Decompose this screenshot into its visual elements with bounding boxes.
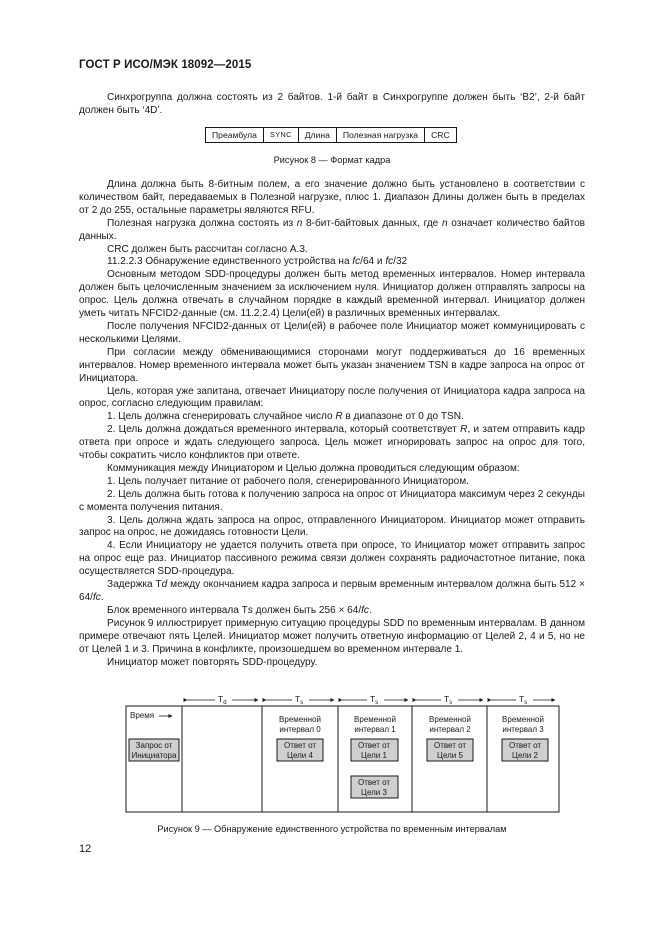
response-3-line2: Цели 2 [512,751,538,760]
frame-cell-payload: Полезная нагрузка [336,128,424,142]
frame-cell-preamble: Преамбула [212,130,257,140]
timing-grid [126,706,559,812]
paragraph-method: Основным методом SDD-процедуры должен быть метод временных интервалов. Номер интервала должен быть целочисленным значением за исключением нуля. Инициатор должен отправлять запросы на опрос. Цель должна отвечать в случайном порядке в каждый временной интервал. Инициатор должен уметь читать NFCID2-данные (см. 11.2.2.4) Цели(ей) в различных временных интервалах. [79,269,585,320]
response-0-line1: Ответ от [283,741,317,750]
response-0-line2: Цели 4 [287,751,313,760]
response-3-line1: Ответ от [508,741,542,750]
ts-label-2: $T_s$ [444,694,453,706]
ts-label-0: $T_s$ [295,694,304,706]
step-1: 1. Цель получает питание от рабочего поля, сгенерированного Инициатором. [107,475,469,487]
document-header: ГОСТ Р ИСО/МЭК 18092—2015 [79,59,252,71]
paragraph-delay: Задержка Td между окончанием кадра запроса и первым временным интервалом должна быть 512 × 64/fc. [79,579,586,603]
frame-cell-crc: CRC [424,128,456,142]
slot-1-line2: интервал 1 [354,725,396,734]
time-label: Время [130,711,155,720]
response-4-line1: Ответ от [357,778,391,787]
paragraph-payload: Полезная нагрузка должна состоять из n 8-бит-байтовых данных, где n означает количество байтов данных. [79,217,585,242]
paragraph-length: Длина должна быть 8-битным полем, а его значение должно быть установлено в соответствии с количеством байт, передаваемых в Полезной нагрузке, плюс 1. Диапазон Длины должен быть в пределах от 2 до 255, остальные параметры являются RFU. [79,179,585,216]
paragraph-slot-block: Блок временного интервала Ts должен быть 256 × 64/fc. [107,604,372,616]
slot-3-line2: интервал 3 [502,725,544,734]
step-3: 3. Цель должна ждать запроса на опрос, отправленного Инициатором. Инициатор может отправить запрос на опрос, не дожидаясь готовности Цели. [79,514,585,539]
td-label: $T_d$ [218,694,227,706]
step-4: 4. Если Инициатору не удается получить ответа при опросе, то Инициатор может отправить запрос на опрос еще раз. Инициатор пассивного режима связи должен сохранять радиочастотное питание, пока осуществляется SDD-процедура. [79,540,585,578]
rule-1: 1. Цель должна сгенерировать случайное число R в диапазоне от 0 до TSN. [107,411,464,423]
paragraph-crc: CRC должен быть рассчитан согласно А.3. [107,243,308,255]
response-4-line2: Цели 3 [361,788,387,797]
paragraph-target-rules: Цель, которая уже запитана, отвечает Инициатору после получения от Инициатора кадра запроса на опрос, согласно следующим правилам: [79,385,585,410]
slot-3-line1: Временной [502,715,544,724]
frame-cell-length: Длина [298,128,336,142]
frame-cell-sync: SYNC [263,128,298,142]
paragraph-16-slots: При согласии между обменивающимися сторонами могут поддерживаться до 16 временных интервалов. Номер временного интервала может быть указан значением TSN в кадре запроса на опрос от Инициатора. [79,346,585,384]
slot-0-line2: интервал 0 [279,725,321,734]
ts-label-1: $T_s$ [370,694,379,706]
paragraph-repeat: Инициатор может повторять SDD-процедуру. [107,656,318,668]
slot-2-line2: интервал 2 [429,725,471,734]
paragraph-figure9-ref: Рисунок 9 иллюстрирует примерную ситуацию процедуры SDD по временным интервалам. В данном примере отвечают пять Целей. Инициатор может получить ответную информацию от Целей 2, 4 и 5, но не от Целей 1 и 3. Причина в конфликте, произошедшем во временном интервале 1. [79,617,585,655]
rule-2: 2. Цель должна дождаться временного интервала, который соответствует R, и затем отправить кадр ответа при опросе и ждать следующего запроса. Цель может игнорировать запрос на опрос для того, чтобы сократить число конфликтов при ответе. [79,424,585,462]
response-1-line1: Ответ от [357,741,391,750]
response-2-line1: Ответ от [433,741,467,750]
figure9-caption: Рисунок 9 — Обнаружение единственного устройства по временным интервалам [157,824,507,834]
section-heading: 11.2.2.3 Обнаружение единственного устройства на fc/64 и fc/32 [107,256,408,268]
slot-1-line1: Временной [354,715,396,724]
figure8-caption: Рисунок 8 — Формат кадра [273,155,391,165]
paragraph-communication: Коммуникация между Инициатором и Целью должна проводиться следующим образом: [107,462,520,474]
page-number: 12 [79,843,92,855]
slot-2-line1: Временной [429,715,471,724]
response-1-line2: Цели 1 [361,751,387,760]
ts-label-3: $T_s$ [519,694,528,706]
step-2: 2. Цель должна быть готова к получению запроса на опрос от Инициатора максимум через 2 секунды с момента получения питания. [79,488,585,513]
request-line1: Запрос от [135,741,173,750]
response-2-line2: Цели 5 [437,751,463,760]
slot-0-line1: Временной [279,715,321,724]
sync-group-text: Синхрогруппа должна состоять из 2 байтов. 1-й байт в Синхрогруппе должен быть ‘B2’, 2-й байт должен быть ‘4D’. [79,92,585,116]
paragraph-after-nfcid: После получения NFCID2-данных от Цели(ей) в рабочее поле Инициатор может коммуницировать с несколькими Целями. [79,320,585,345]
request-line2: Инициатора [131,751,177,760]
